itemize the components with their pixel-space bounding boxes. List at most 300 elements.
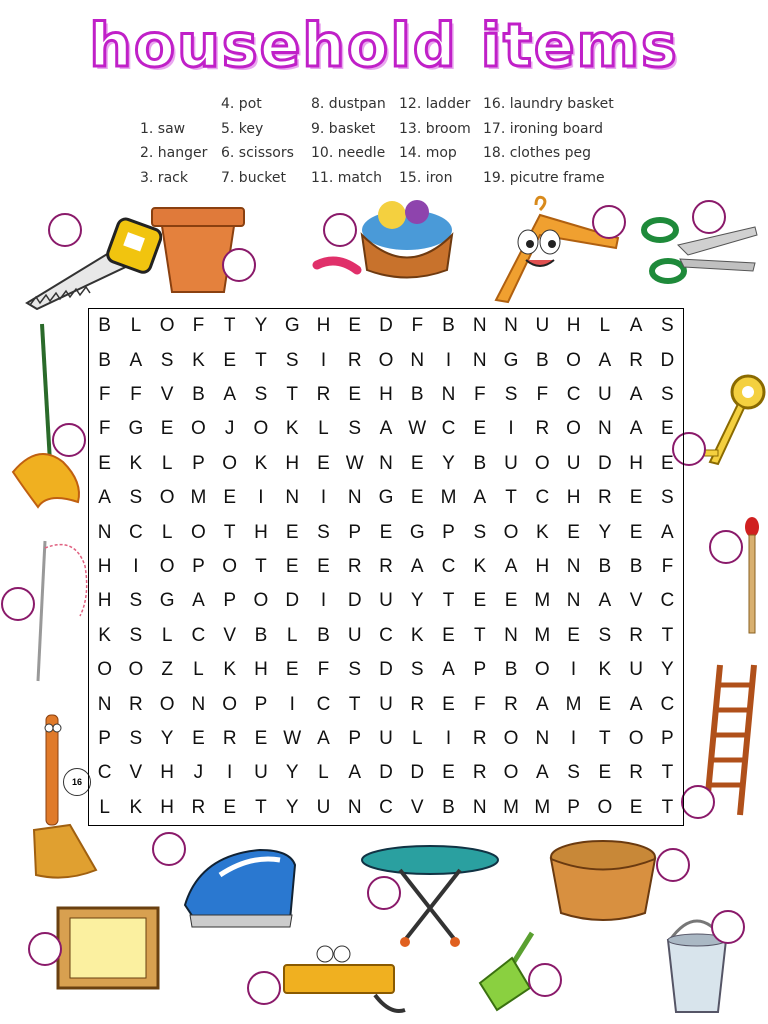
grid-letter[interactable]: K [410,624,424,646]
grid-letter[interactable]: M [440,487,457,509]
answer-circle-basket[interactable] [656,848,690,882]
grid-letter[interactable]: V [410,796,424,818]
grid-letter[interactable]: C [660,693,675,715]
grid-letter[interactable]: R [347,349,362,371]
grid-letter[interactable]: P [348,727,362,749]
grid-letter[interactable]: P [661,727,674,749]
grid-letter[interactable]: L [411,727,423,749]
grid-letter[interactable]: E [629,487,643,509]
grid-letter[interactable]: K [98,624,111,646]
grid-letter[interactable]: I [445,727,452,749]
grid-letter[interactable]: S [317,521,330,543]
grid-letter[interactable]: C [129,521,143,543]
grid-letter[interactable]: H [285,452,300,474]
grid-letter[interactable]: G [284,315,300,337]
grid-letter[interactable]: H [254,659,268,681]
grid-letter[interactable]: D [597,452,612,474]
grid-letter[interactable]: H [566,487,581,509]
grid-letter[interactable]: O [597,796,613,818]
answer-circle-ladder[interactable] [681,785,715,819]
grid-letter[interactable]: O [159,693,175,715]
grid-letter[interactable]: S [254,383,268,405]
grid-letter[interactable]: T [442,590,455,612]
grid-letter[interactable]: D [379,659,393,681]
grid-letter[interactable]: E [379,521,393,543]
grid-letter[interactable]: I [508,418,514,440]
grid-letter[interactable]: A [410,555,424,577]
grid-letter[interactable]: G [128,418,144,440]
grid-letter[interactable]: T [255,349,267,371]
grid-letter[interactable]: J [224,418,235,440]
grid-letter[interactable]: E [348,315,362,337]
grid-letter[interactable]: Y [160,727,174,749]
grid-letter[interactable]: U [254,762,268,784]
grid-letter[interactable]: P [473,659,487,681]
grid-letter[interactable]: E [317,452,330,474]
grid-letter[interactable]: C [441,418,456,440]
grid-letter[interactable]: O [222,452,238,474]
grid-letter[interactable]: S [129,624,143,646]
grid-letter[interactable]: U [597,383,612,405]
grid-letter[interactable]: R [597,487,612,509]
grid-letter[interactable]: O [191,418,206,440]
grid-letter[interactable]: W [408,418,427,440]
grid-letter[interactable]: P [348,521,362,543]
grid-letter[interactable]: Y [254,315,268,337]
grid-letter[interactable]: S [567,762,580,784]
grid-letter[interactable]: T [661,762,674,784]
grid-letter[interactable]: T [661,796,674,818]
grid-letter[interactable]: S [129,727,143,749]
answer-circle-pot[interactable] [222,248,256,282]
grid-letter[interactable]: I [445,349,452,371]
grid-letter[interactable]: E [661,452,674,474]
grid-letter[interactable]: K [598,659,612,681]
grid-letter[interactable]: U [535,315,550,337]
grid-letter[interactable]: A [98,487,111,509]
grid-letter[interactable]: M [565,693,582,715]
grid-letter[interactable]: B [410,383,424,405]
grid-letter[interactable]: N [504,624,518,646]
grid-letter[interactable]: C [97,762,112,784]
grid-letter[interactable]: N [97,693,112,715]
grid-letter[interactable]: M [534,796,551,818]
answer-circle-picture-frame[interactable] [28,932,62,966]
grid-letter[interactable]: S [504,383,518,405]
grid-letter[interactable]: C [191,624,206,646]
grid-letter[interactable]: O [253,418,269,440]
grid-letter[interactable]: O [566,418,581,440]
grid-letter[interactable]: O [378,349,394,371]
grid-letter[interactable]: H [254,521,268,543]
grid-letter[interactable]: M [503,796,519,818]
grid-letter[interactable]: Y [661,659,674,681]
grid-letter[interactable]: U [379,693,393,715]
grid-letter[interactable]: N [535,727,550,749]
grid-letter[interactable]: B [473,452,487,474]
grid-letter[interactable]: L [161,624,173,646]
grid-letter[interactable]: B [598,555,612,577]
grid-letter[interactable]: M [534,590,551,612]
grid-letter[interactable]: E [410,487,424,509]
grid-letter[interactable]: R [629,762,643,784]
grid-letter[interactable]: U [379,727,393,749]
grid-letter[interactable]: B [192,383,205,405]
grid-letter[interactable]: I [320,349,327,371]
grid-letter[interactable]: R [191,796,206,818]
grid-letter[interactable]: P [254,693,268,715]
grid-letter[interactable]: N [472,796,487,818]
grid-letter[interactable]: N [347,487,362,509]
grid-letter[interactable]: M [534,624,551,646]
grid-letter[interactable]: F [317,659,330,681]
grid-letter[interactable]: E [504,590,518,612]
grid-letter[interactable]: R [535,418,550,440]
answer-circle-bucket[interactable] [711,910,745,944]
grid-letter[interactable]: S [160,349,174,371]
grid-letter[interactable]: R [472,727,487,749]
grid-letter[interactable]: I [227,762,233,784]
grid-letter[interactable]: U [347,624,362,646]
grid-letter[interactable]: B [442,315,455,337]
grid-letter[interactable]: F [98,383,111,405]
grid-letter[interactable]: S [598,624,612,646]
grid-letter[interactable]: K [535,521,549,543]
grid-letter[interactable]: B [254,624,268,646]
grid-letter[interactable]: R [472,762,487,784]
grid-letter[interactable]: L [161,521,173,543]
grid-letter[interactable]: K [129,452,143,474]
grid-letter[interactable]: D [347,590,362,612]
grid-letter[interactable]: O [222,693,238,715]
grid-letter[interactable]: E [348,383,362,405]
grid-letter[interactable]: U [379,590,393,612]
grid-letter[interactable]: N [597,418,612,440]
grid-letter[interactable]: T [505,487,517,509]
grid-letter[interactable]: B [504,659,518,681]
grid-letter[interactable]: R [347,555,362,577]
grid-letter[interactable]: F [536,383,549,405]
answer-circle-laundry-basket[interactable] [323,213,357,247]
grid-letter[interactable]: B [535,349,549,371]
grid-letter[interactable]: F [98,418,111,440]
grid-letter[interactable]: G [409,521,425,543]
grid-letter[interactable]: T [286,383,298,405]
grid-letter[interactable]: O [128,659,144,681]
grid-letter[interactable]: A [317,727,330,749]
grid-letter[interactable]: B [98,349,111,371]
grid-letter[interactable]: R [316,383,331,405]
grid-letter[interactable]: E [410,452,424,474]
grid-letter[interactable]: S [348,418,362,440]
grid-letter[interactable]: A [504,555,518,577]
grid-letter[interactable]: M [190,487,207,509]
grid-letter[interactable]: I [258,487,264,509]
grid-letter[interactable]: L [318,762,329,784]
grid-letter[interactable]: N [379,452,393,474]
answer-circle-dustpan[interactable] [528,963,562,997]
grid-letter[interactable]: O [534,659,550,681]
grid-letter[interactable]: D [379,762,393,784]
grid-letter[interactable]: I [133,555,139,577]
answer-circle-ironing-board[interactable] [367,876,401,910]
grid-letter[interactable]: E [98,452,111,474]
grid-letter[interactable]: E [629,796,643,818]
grid-letter[interactable]: H [160,762,175,784]
grid-letter[interactable]: A [192,590,205,612]
grid-letter[interactable]: C [535,487,550,509]
grid-letter[interactable]: A [661,521,674,543]
grid-letter[interactable]: A [535,693,549,715]
grid-letter[interactable]: G [503,349,519,371]
grid-letter[interactable]: T [599,727,611,749]
grid-letter[interactable]: E [567,521,580,543]
grid-letter[interactable]: F [411,315,424,337]
grid-letter[interactable]: S [661,383,674,405]
grid-letter[interactable]: Y [598,521,612,543]
grid-letter[interactable]: G [378,487,394,509]
answer-circle-mop[interactable] [52,423,86,457]
grid-letter[interactable]: I [570,659,577,681]
grid-letter[interactable]: E [567,624,580,646]
grid-letter[interactable]: C [379,796,393,818]
grid-letter[interactable]: V [160,383,174,405]
grid-letter[interactable]: K [223,659,237,681]
grid-letter[interactable]: N [472,315,487,337]
grid-letter[interactable]: Y [285,762,299,784]
grid-letter[interactable]: S [661,487,674,509]
grid-letter[interactable]: E [285,521,299,543]
grid-letter[interactable]: T [255,555,267,577]
grid-letter[interactable]: O [159,315,175,337]
grid-letter[interactable]: B [317,624,330,646]
grid-letter[interactable]: T [473,624,486,646]
grid-letter[interactable]: L [318,418,329,440]
grid-letter[interactable]: O [97,659,113,681]
grid-letter[interactable]: H [316,315,331,337]
grid-letter[interactable]: U [566,452,581,474]
grid-letter[interactable]: Y [442,452,455,474]
grid-letter[interactable]: K [129,796,143,818]
grid-letter[interactable]: V [629,590,643,612]
grid-letter[interactable]: N [566,590,581,612]
grid-letter[interactable]: E [442,624,455,646]
grid-letter[interactable]: O [628,727,644,749]
grid-letter[interactable]: W [283,727,302,749]
answer-circle-hanger[interactable] [592,205,626,239]
grid-letter[interactable]: H [535,555,550,577]
grid-letter[interactable]: Y [410,590,424,612]
grid-letter[interactable]: S [348,659,362,681]
grid-letter[interactable]: O [222,555,238,577]
grid-letter[interactable]: C [379,624,393,646]
grid-letter[interactable]: N [285,487,300,509]
grid-letter[interactable]: N [566,555,581,577]
grid-letter[interactable]: V [223,624,237,646]
grid-letter[interactable]: U [629,659,643,681]
grid-letter[interactable]: T [255,796,267,818]
grid-letter[interactable]: N [410,349,425,371]
grid-letter[interactable]: O [503,727,519,749]
grid-letter[interactable]: S [661,315,674,337]
grid-letter[interactable]: V [129,762,143,784]
grid-letter[interactable]: E [192,727,205,749]
grid-letter[interactable]: H [160,796,175,818]
grid-letter[interactable]: T [661,624,674,646]
grid-letter[interactable]: H [379,383,393,405]
answer-circle-clothes-peg[interactable] [247,971,281,1005]
grid-letter[interactable]: N [191,693,206,715]
grid-letter[interactable]: E [285,555,299,577]
grid-letter[interactable]: G [159,590,175,612]
grid-letter[interactable]: L [286,624,298,646]
grid-letter[interactable]: E [285,659,299,681]
grid-letter[interactable]: O [503,521,519,543]
grid-letter[interactable]: F [473,383,486,405]
grid-letter[interactable]: R [222,727,237,749]
grid-letter[interactable]: A [629,693,643,715]
grid-letter[interactable]: D [660,349,675,371]
grid-letter[interactable]: D [285,590,300,612]
grid-letter[interactable]: O [159,555,175,577]
grid-letter[interactable]: K [473,555,487,577]
grid-letter[interactable]: P [192,555,205,577]
answer-circle-saw[interactable] [48,213,82,247]
grid-letter[interactable]: C [441,555,456,577]
grid-letter[interactable]: F [192,315,205,337]
grid-letter[interactable]: L [161,452,173,474]
grid-letter[interactable]: R [379,555,393,577]
grid-letter[interactable]: O [253,590,269,612]
grid-letter[interactable]: F [661,555,674,577]
grid-letter[interactable]: A [598,590,612,612]
grid-letter[interactable]: U [504,452,518,474]
grid-letter[interactable]: K [192,349,205,371]
grid-letter[interactable]: E [473,590,487,612]
grid-letter[interactable]: L [130,315,142,337]
grid-letter[interactable]: N [504,315,518,337]
grid-letter[interactable]: H [566,315,581,337]
grid-letter[interactable]: T [223,315,236,337]
answer-circle-iron[interactable] [152,832,186,866]
grid-letter[interactable]: E [223,349,237,371]
answer-circle-match[interactable] [709,530,743,564]
grid-letter[interactable]: P [567,796,580,818]
grid-letter[interactable]: R [410,693,425,715]
grid-letter[interactable]: P [442,521,455,543]
grid-letter[interactable]: C [316,693,331,715]
grid-letter[interactable]: J [193,762,204,784]
grid-letter[interactable]: T [223,521,236,543]
grid-letter[interactable]: A [473,487,487,509]
grid-letter[interactable]: E [442,762,455,784]
grid-letter[interactable]: A [223,383,237,405]
grid-letter[interactable]: E [442,693,455,715]
grid-letter[interactable]: A [629,383,643,405]
grid-letter[interactable]: A [629,418,643,440]
grid-letter[interactable]: O [191,521,206,543]
grid-letter[interactable]: S [129,487,143,509]
grid-letter[interactable]: E [254,727,268,749]
grid-letter[interactable]: C [566,383,581,405]
grid-letter[interactable]: B [442,796,455,818]
grid-letter[interactable]: L [193,659,204,681]
grid-letter[interactable]: A [442,659,455,681]
grid-letter[interactable]: F [130,383,142,405]
grid-letter[interactable]: A [379,418,393,440]
grid-letter[interactable]: H [97,555,112,577]
grid-letter[interactable]: E [598,693,612,715]
grid-letter[interactable]: P [223,590,237,612]
grid-letter[interactable]: I [289,693,295,715]
grid-letter[interactable]: U [316,796,331,818]
grid-letter[interactable]: A [129,349,143,371]
grid-letter[interactable]: I [570,727,577,749]
grid-letter[interactable]: O [534,452,550,474]
grid-letter[interactable]: S [285,349,299,371]
grid-letter[interactable]: O [159,487,175,509]
grid-letter[interactable]: Y [285,796,299,818]
grid-letter[interactable]: H [629,452,643,474]
grid-letter[interactable]: E [160,418,174,440]
grid-letter[interactable]: Z [161,659,173,681]
grid-letter[interactable]: O [566,349,581,371]
grid-letter[interactable]: R [504,693,518,715]
grid-letter[interactable]: L [99,796,110,818]
grid-letter[interactable]: I [320,590,327,612]
grid-letter[interactable]: N [347,796,362,818]
grid-letter[interactable]: B [629,555,643,577]
grid-letter[interactable]: P [98,727,111,749]
grid-letter[interactable]: I [320,487,327,509]
grid-letter[interactable]: H [97,590,112,612]
grid-letter[interactable]: R [629,624,643,646]
grid-letter[interactable]: D [379,315,393,337]
grid-letter[interactable]: D [410,762,425,784]
grid-letter[interactable]: E [473,418,487,440]
grid-letter[interactable]: E [223,796,237,818]
grid-letter[interactable]: A [348,762,362,784]
grid-letter[interactable]: A [598,349,612,371]
grid-letter[interactable]: W [345,452,364,474]
grid-letter[interactable]: R [129,693,143,715]
grid-letter[interactable]: A [629,315,643,337]
grid-letter[interactable]: A [535,762,549,784]
answer-circle-scissors[interactable] [692,200,726,234]
grid-letter[interactable]: E [629,521,643,543]
grid-letter[interactable]: B [98,315,111,337]
grid-letter[interactable]: N [97,521,112,543]
grid-letter[interactable]: R [629,349,643,371]
grid-letter[interactable]: E [317,555,330,577]
grid-letter[interactable]: E [223,487,237,509]
grid-letter[interactable]: K [285,418,299,440]
grid-letter[interactable]: E [598,762,612,784]
grid-letter[interactable]: F [473,693,486,715]
grid-letter[interactable]: O [503,762,519,784]
grid-letter[interactable]: K [254,452,268,474]
grid-letter[interactable]: S [410,659,424,681]
grid-letter[interactable]: S [129,590,143,612]
answer-circle-needle[interactable] [1,587,35,621]
grid-letter[interactable]: L [599,315,611,337]
grid-letter[interactable]: E [661,418,674,440]
grid-letter[interactable]: P [192,452,205,474]
grid-letter[interactable]: T [348,693,361,715]
grid-letter[interactable]: N [472,349,487,371]
grid-letter[interactable]: C [660,590,675,612]
grid-letter[interactable]: N [441,383,456,405]
